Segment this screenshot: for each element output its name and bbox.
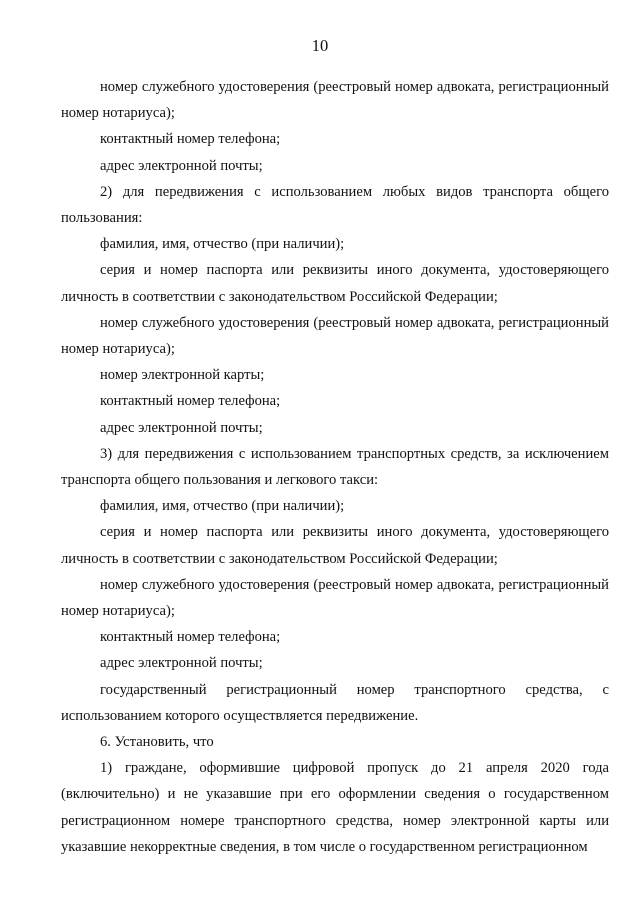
document-body xyxy=(61,74,609,860)
paragraph-2: контактный номер телефона; xyxy=(100,131,281,148)
paragraph-18: 6. Установить, что xyxy=(100,734,214,751)
paragraph-13: серия и номер паспорта или реквизиты иного документа, удостоверяющего личность в соответствии с законодательством Российской Федерации; xyxy=(61,524,609,567)
paragraph-15: контактный номер телефона; xyxy=(100,629,281,646)
paragraph-3: адрес электронной почты; xyxy=(100,157,263,174)
paragraph-7: номер служебного удостоверения (реестровый номер адвоката, регистрационный номер нотариуса); xyxy=(61,314,609,358)
paragraph-19: 1) граждане, оформившие цифровой пропуск до 21 апреля 2020 года (включительно) и не указавшие при его оформлении сведения о государственном регистрационном номере транспортного средства, номер электронной карты или указавшие некорректные сведения, в том числе о государственном регистрационном xyxy=(61,760,609,855)
paragraph-12: фамилия, имя, отчество (при наличии); xyxy=(100,498,345,515)
paragraph-4: 2) для передвижения с использованием любых видов транспорта общего пользования: xyxy=(61,183,609,227)
paragraph-1: номер служебного удостоверения (реестровый номер адвоката, регистрационный номер нотариуса); xyxy=(61,79,609,122)
paragraph-14: номер служебного удостоверения (реестровый номер адвоката, регистрационный номер нотариуса); xyxy=(61,576,609,620)
paragraph-16: адрес электронной почты; xyxy=(100,655,263,672)
paragraph-11: 3) для передвижения с использованием транспортных средств, за исключением транспорта общего пользования и легкового такси: xyxy=(61,445,609,489)
page-number: 10 xyxy=(311,36,329,55)
paragraph-10: адрес электронной почты; xyxy=(100,419,263,436)
paragraph-9: контактный номер телефона; xyxy=(100,393,281,410)
paragraph-8: номер электронной карты; xyxy=(100,367,265,384)
paragraph-6: серия и номер паспорта или реквизиты иного документа, удостоверяющего личность в соответствии с законодательством Российской Федерации; xyxy=(61,262,609,305)
paragraph-5: фамилия, имя, отчество (при наличии); xyxy=(100,236,345,253)
paragraph-17: государственный регистрационный номер транспортного средства, с использованием которого осуществляется передвижение. xyxy=(61,681,609,724)
